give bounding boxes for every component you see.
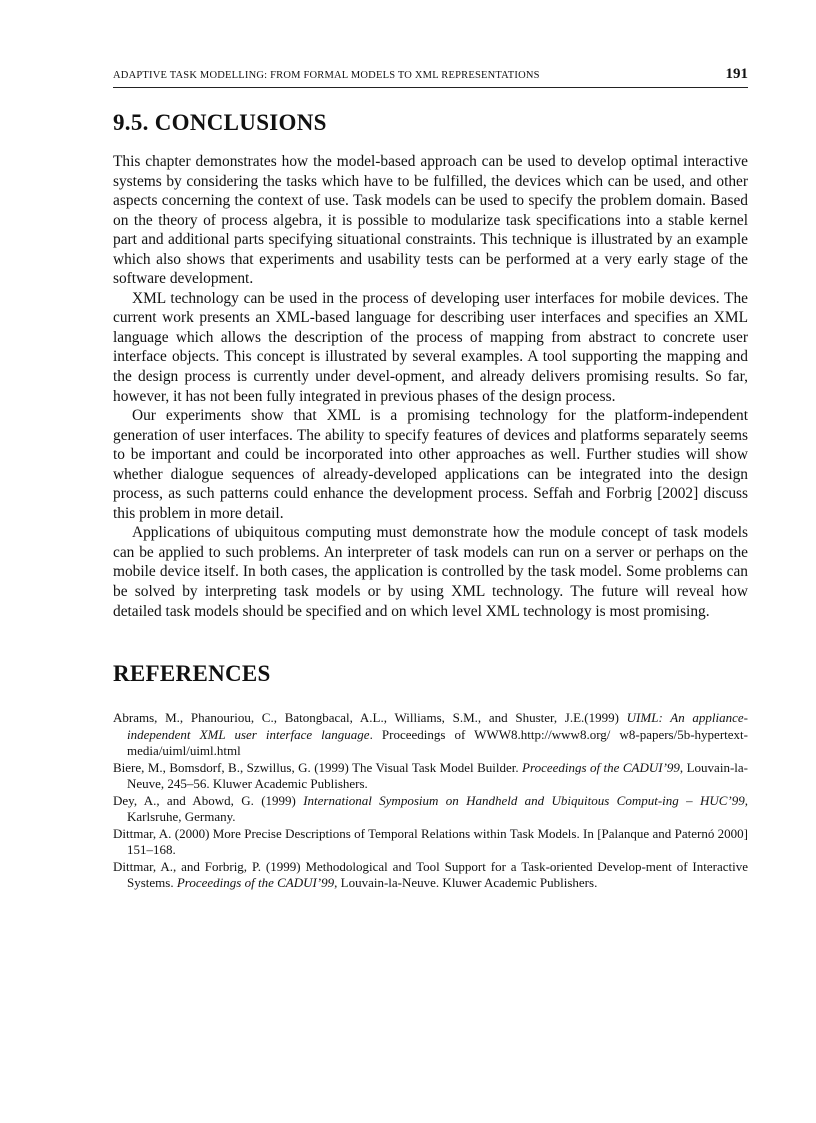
reference-text: Dittmar, A. (2000) More Precise Descriptions of Temporal Relations within Task Models. In [Palanque and Paternó 2000] 151–168.	[113, 825, 748, 858]
reference-entry	[113, 760, 748, 793]
reference-title: UIML: An appliance-independent XML user interface language	[127, 710, 749, 742]
running-header	[113, 66, 748, 88]
reference-title: Proceedings of the CADUI’99	[522, 759, 680, 775]
page-number: 191	[725, 66, 748, 82]
paragraph: This chapter demonstrates how the model-based approach can be used to develop optimal interactive systems by considering the tasks which have to be fulfilled, the devices which can be used, and other aspects concerning the context of use. Task models can be used to specify the problem domain. Based on the theory of process algebra, it is possible to modularize task specifications into a stable kernel part and additional parts specifying situational constraints. This technique is illustrated by an example which also shows that experiments and usability tests can be performed at a very early stage of the software development.	[113, 153, 748, 288]
paragraph: XML technology can be used in the process of developing user interfaces for mobile devices. The current work presents an XML-based language for describing user interfaces and specifies an XML language which allows the description of the process of mapping from abstract to concrete user interface objects. This concept is illustrated by several examples. A tool supporting the mapping and the design process is currently under devel-opment, and already delivers promising results. So far, however, it has not been fully integrated in previous phases of the design process.	[113, 289, 748, 405]
reference-text: Biere, M., Bomsdorf, B., Szwillus, G. (1999) The Visual Task Model Builder.	[113, 759, 523, 775]
running-title: ADAPTIVE TASK MODELLING: FROM FORMAL MODELS TO XML REPRESENTATIONS	[113, 70, 540, 81]
reference-entry	[113, 793, 748, 826]
paragraph: Applications of ubiquitous computing must demonstrate how the module concept of task models can be applied to such problems. An interpreter of task models can run on a server or perhaps on the mobile device itself. In both cases, the application is controlled by the task model. Some problems can be solved by interpreting task models or by using XML technology. The future will reveal how detailed task models should be specified and on which level XML technology is most promising.	[113, 524, 748, 620]
book-page	[113, 66, 748, 892]
reference-text: , Karlsruhe, Germany.	[127, 792, 748, 825]
reference-entry	[113, 859, 748, 892]
section-body	[113, 152, 748, 621]
reference-title: International Symposium on Handheld and Ubiquitous Comput-ing – HUC’99	[303, 792, 745, 808]
reference-text: Dittmar, A., and Forbrig, P. (1999) Methodological and Tool Support for a Task-oriented Develop-ment of Interactive Systems.	[113, 858, 748, 891]
reference-text: , Louvain-la-Neuve. Kluwer Academic Publishers.	[334, 875, 598, 891]
reference-text: , Louvain-la-Neuve, 245–56. Kluwer Academic Publishers.	[127, 759, 748, 792]
reference-text: Abrams, M., Phanouriou, C., Batongbacal, A.L., Williams, S.M., and Shuster, J.E.(1999)	[113, 710, 627, 726]
reference-text: . Proceedings of WWW8.http://www8.org/ w8-papers/5b-hypertext-media/uiml/uiml.html	[127, 726, 748, 759]
reference-entry	[113, 826, 748, 859]
reference-entry	[113, 710, 748, 760]
paragraph: Our experiments show that XML is a promising technology for the platform-independent generation of user interfaces. The ability to specify features of devices and platforms separately seems to be important and could be incorporated into other approaches as well. Further studies will show whether dialogue sequences of already-developed applications can be integrated into the design process, as such patterns could enhance the development process. Seffah and Forbrig [2002] discuss this problem in more detail.	[113, 407, 748, 522]
section-heading: 9.5. CONCLUSIONS	[113, 110, 327, 135]
reference-title: Proceedings of the CADUI’99	[176, 875, 335, 891]
reference-text: Dey, A., and Abowd, G. (1999)	[113, 792, 304, 808]
reference-list	[113, 710, 748, 892]
references-heading: REFERENCES	[113, 661, 271, 687]
